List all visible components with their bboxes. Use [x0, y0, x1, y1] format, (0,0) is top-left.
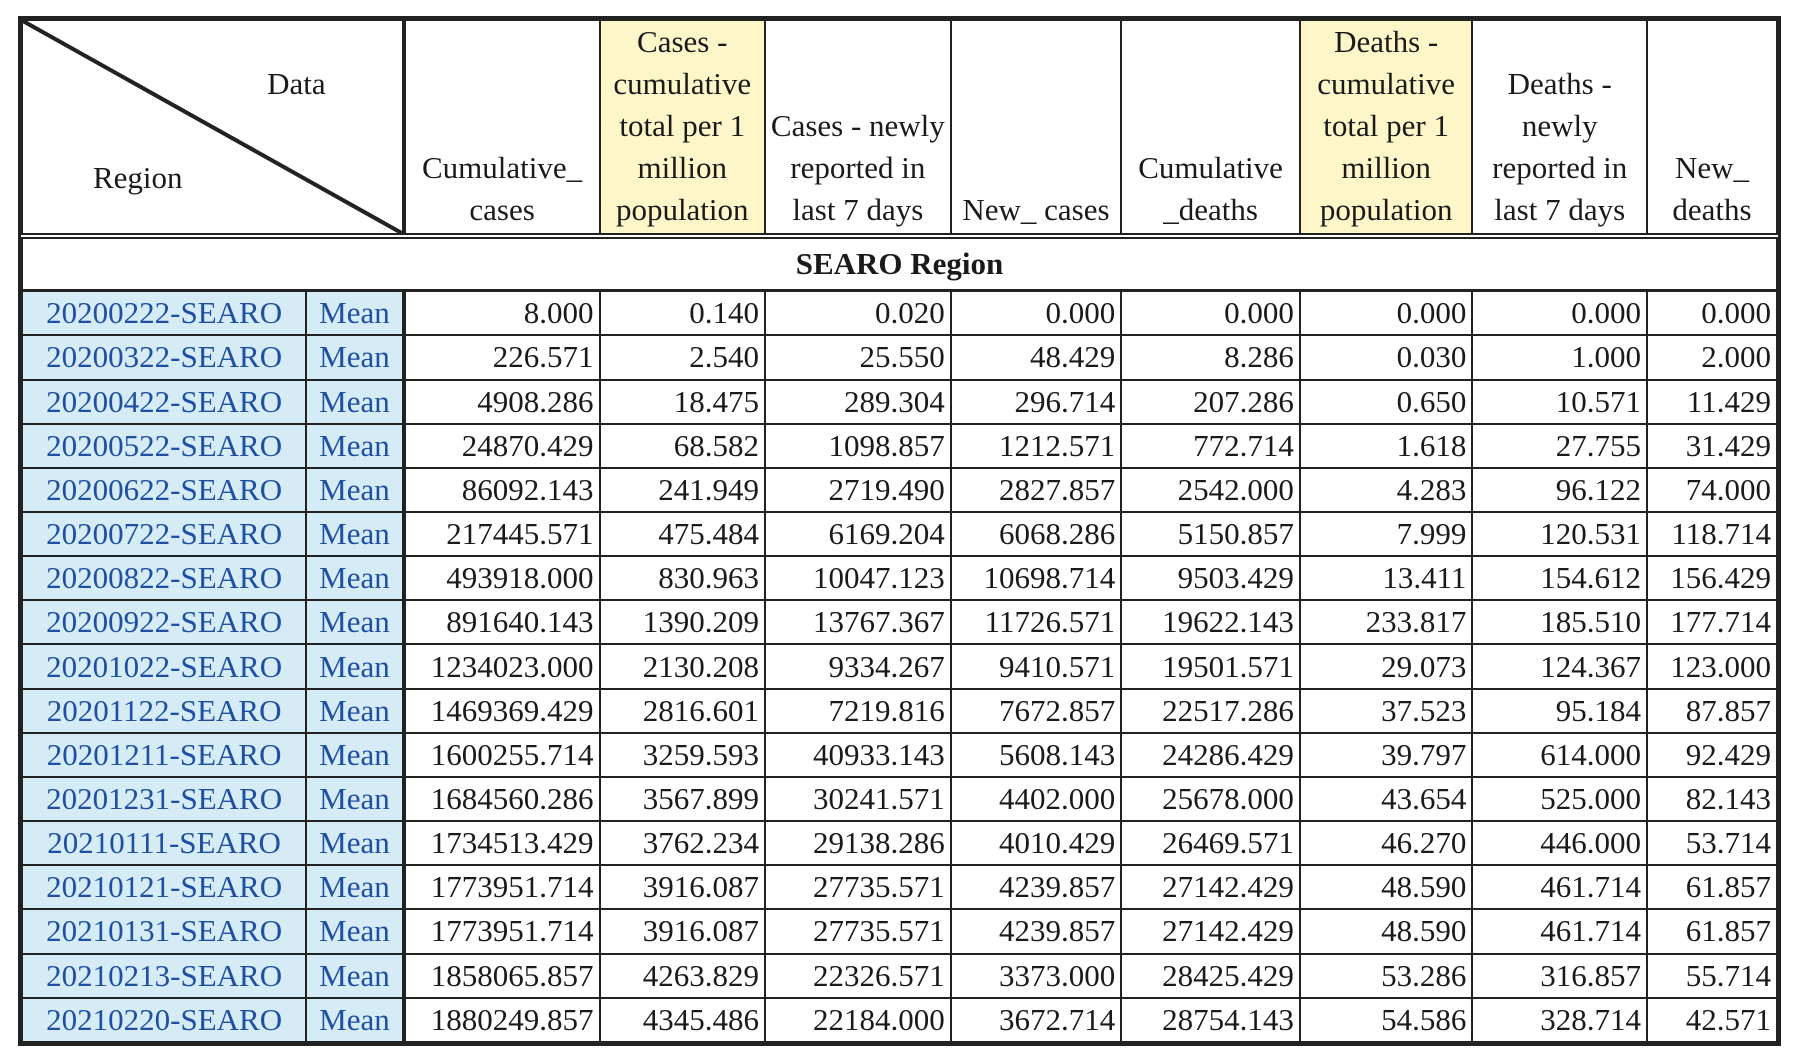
value-cell: 6068.286: [951, 512, 1122, 556]
value-cell: 40933.143: [765, 733, 951, 777]
value-cell: 61.857: [1647, 865, 1777, 909]
value-cell: 8.286: [1121, 335, 1300, 379]
value-cell: 87.857: [1647, 689, 1777, 733]
statistic-cell: Mean: [306, 600, 403, 644]
value-cell: 53.714: [1647, 821, 1777, 865]
column-header: Cumulative _deaths: [1121, 20, 1300, 236]
value-cell: 22517.286: [1121, 689, 1300, 733]
diagonal-divider: [23, 21, 402, 233]
value-cell: 0.030: [1300, 335, 1473, 379]
table-row: [22, 512, 1777, 556]
statistic-cell: Mean: [306, 689, 403, 733]
table-row: [22, 689, 1777, 733]
column-header: Cases - newly reported in last 7 days: [765, 20, 951, 236]
value-cell: 6169.204: [765, 512, 951, 556]
value-cell: 24870.429: [404, 424, 600, 468]
table-row: [22, 644, 1777, 688]
value-cell: 29.073: [1300, 644, 1473, 688]
value-cell: 48.590: [1300, 865, 1473, 909]
statistic-cell: Mean: [306, 468, 403, 512]
value-cell: 4.283: [1300, 468, 1473, 512]
table-row: [22, 335, 1777, 379]
statistic-cell: Mean: [306, 380, 403, 424]
value-cell: 156.429: [1647, 556, 1777, 600]
value-cell: 177.714: [1647, 600, 1777, 644]
corner-data-label: Data: [267, 66, 326, 101]
region-date-cell: 20210111-SEARO: [22, 821, 306, 865]
value-cell: 4263.829: [600, 954, 765, 998]
column-header: Deaths - newly reported in last 7 days: [1472, 20, 1647, 236]
value-cell: 10698.714: [951, 556, 1122, 600]
value-cell: 27142.429: [1121, 865, 1300, 909]
table-row: [22, 954, 1777, 998]
value-cell: 3672.714: [951, 998, 1122, 1042]
value-cell: 2.540: [600, 335, 765, 379]
region-date-cell: 20200722-SEARO: [22, 512, 306, 556]
table-row: [22, 380, 1777, 424]
column-header: New_ cases: [951, 20, 1122, 236]
value-cell: 74.000: [1647, 468, 1777, 512]
value-cell: 13767.367: [765, 600, 951, 644]
table-row: [22, 600, 1777, 644]
value-cell: 11726.571: [951, 600, 1122, 644]
statistic-cell: Mean: [306, 512, 403, 556]
value-cell: 24286.429: [1121, 733, 1300, 777]
value-cell: 1880249.857: [404, 998, 600, 1042]
value-cell: 1234023.000: [404, 644, 600, 688]
value-cell: 233.817: [1300, 600, 1473, 644]
statistic-cell: Mean: [306, 821, 403, 865]
value-cell: 3373.000: [951, 954, 1122, 998]
value-cell: 475.484: [600, 512, 765, 556]
value-cell: 1734513.429: [404, 821, 600, 865]
value-cell: 4239.857: [951, 909, 1122, 953]
value-cell: 0.000: [1121, 291, 1300, 336]
value-cell: 27142.429: [1121, 909, 1300, 953]
value-cell: 37.523: [1300, 689, 1473, 733]
value-cell: 118.714: [1647, 512, 1777, 556]
value-cell: 0.650: [1300, 380, 1473, 424]
value-cell: 18.475: [600, 380, 765, 424]
data-table-frame: [18, 16, 1781, 1046]
value-cell: 1773951.714: [404, 909, 600, 953]
value-cell: 1773951.714: [404, 865, 600, 909]
value-cell: 26469.571: [1121, 821, 1300, 865]
value-cell: 461.714: [1472, 865, 1647, 909]
statistic-cell: Mean: [306, 335, 403, 379]
searo-data-table: [21, 19, 1778, 1043]
value-cell: 3916.087: [600, 909, 765, 953]
region-date-cell: 20200422-SEARO: [22, 380, 306, 424]
value-cell: 10047.123: [765, 556, 951, 600]
value-cell: 9503.429: [1121, 556, 1300, 600]
value-cell: 525.000: [1472, 777, 1647, 821]
value-cell: 3259.593: [600, 733, 765, 777]
value-cell: 5608.143: [951, 733, 1122, 777]
statistic-cell: Mean: [306, 644, 403, 688]
value-cell: 19501.571: [1121, 644, 1300, 688]
value-cell: 3762.234: [600, 821, 765, 865]
value-cell: 11.429: [1647, 380, 1777, 424]
statistic-cell: Mean: [306, 291, 403, 336]
value-cell: 2542.000: [1121, 468, 1300, 512]
value-cell: 1684560.286: [404, 777, 600, 821]
value-cell: 29138.286: [765, 821, 951, 865]
value-cell: 9334.267: [765, 644, 951, 688]
value-cell: 772.714: [1121, 424, 1300, 468]
table-row: [22, 733, 1777, 777]
value-cell: 154.612: [1472, 556, 1647, 600]
value-cell: 4345.486: [600, 998, 765, 1042]
value-cell: 328.714: [1472, 998, 1647, 1042]
value-cell: 316.857: [1472, 954, 1647, 998]
region-date-cell: 20201231-SEARO: [22, 777, 306, 821]
column-header: Cumulative_ cases: [404, 20, 600, 236]
value-cell: 22326.571: [765, 954, 951, 998]
value-cell: 48.429: [951, 335, 1122, 379]
table-row: [22, 556, 1777, 600]
value-cell: 53.286: [1300, 954, 1473, 998]
value-cell: 27735.571: [765, 865, 951, 909]
region-date-cell: 20210121-SEARO: [22, 865, 306, 909]
value-cell: 0.000: [1472, 291, 1647, 336]
statistic-cell: Mean: [306, 954, 403, 998]
value-cell: 0.000: [1300, 291, 1473, 336]
section-row: [22, 236, 1777, 291]
value-cell: 4402.000: [951, 777, 1122, 821]
value-cell: 1.000: [1472, 335, 1647, 379]
section-title: SEARO Region: [22, 236, 1777, 291]
value-cell: 296.714: [951, 380, 1122, 424]
statistic-cell: Mean: [306, 909, 403, 953]
value-cell: 185.510: [1472, 600, 1647, 644]
table-row: [22, 865, 1777, 909]
value-cell: 9410.571: [951, 644, 1122, 688]
value-cell: 120.531: [1472, 512, 1647, 556]
column-header: Cases - cumulative total per 1 million population: [600, 20, 765, 236]
value-cell: 95.184: [1472, 689, 1647, 733]
region-date-cell: 20210213-SEARO: [22, 954, 306, 998]
value-cell: 4908.286: [404, 380, 600, 424]
region-date-cell: 20200822-SEARO: [22, 556, 306, 600]
value-cell: 28425.429: [1121, 954, 1300, 998]
table-row: [22, 909, 1777, 953]
table-row: [22, 424, 1777, 468]
value-cell: 8.000: [404, 291, 600, 336]
value-cell: 226.571: [404, 335, 600, 379]
value-cell: 891640.143: [404, 600, 600, 644]
value-cell: 28754.143: [1121, 998, 1300, 1042]
statistic-cell: Mean: [306, 424, 403, 468]
value-cell: 5150.857: [1121, 512, 1300, 556]
value-cell: 0.000: [1647, 291, 1777, 336]
table-row: [22, 998, 1777, 1042]
region-date-cell: 20200622-SEARO: [22, 468, 306, 512]
value-cell: 27.755: [1472, 424, 1647, 468]
value-cell: 48.590: [1300, 909, 1473, 953]
value-cell: 82.143: [1647, 777, 1777, 821]
value-cell: 1390.209: [600, 600, 765, 644]
table-row: [22, 821, 1777, 865]
value-cell: 61.857: [1647, 909, 1777, 953]
value-cell: 217445.571: [404, 512, 600, 556]
region-date-cell: 20201022-SEARO: [22, 644, 306, 688]
statistic-cell: Mean: [306, 556, 403, 600]
value-cell: 124.367: [1472, 644, 1647, 688]
value-cell: 7219.816: [765, 689, 951, 733]
value-cell: 25.550: [765, 335, 951, 379]
value-cell: 39.797: [1300, 733, 1473, 777]
value-cell: 96.122: [1472, 468, 1647, 512]
value-cell: 13.411: [1300, 556, 1473, 600]
value-cell: 27735.571: [765, 909, 951, 953]
corner-region-label: Region: [93, 160, 183, 195]
table-row: [22, 291, 1777, 336]
value-cell: 207.286: [1121, 380, 1300, 424]
value-cell: 54.586: [1300, 998, 1473, 1042]
value-cell: 3567.899: [600, 777, 765, 821]
value-cell: 2719.490: [765, 468, 951, 512]
statistic-cell: Mean: [306, 733, 403, 777]
value-cell: 86092.143: [404, 468, 600, 512]
value-cell: 22184.000: [765, 998, 951, 1042]
value-cell: 2816.601: [600, 689, 765, 733]
value-cell: 446.000: [1472, 821, 1647, 865]
value-cell: 0.140: [600, 291, 765, 336]
region-date-cell: 20210131-SEARO: [22, 909, 306, 953]
value-cell: 3916.087: [600, 865, 765, 909]
statistic-cell: Mean: [306, 865, 403, 909]
value-cell: 25678.000: [1121, 777, 1300, 821]
value-cell: 1600255.714: [404, 733, 600, 777]
value-cell: 30241.571: [765, 777, 951, 821]
corner-header: [22, 20, 404, 236]
value-cell: 19622.143: [1121, 600, 1300, 644]
value-cell: 123.000: [1647, 644, 1777, 688]
region-date-cell: 20200922-SEARO: [22, 600, 306, 644]
value-cell: 31.429: [1647, 424, 1777, 468]
value-cell: 92.429: [1647, 733, 1777, 777]
region-date-cell: 20200322-SEARO: [22, 335, 306, 379]
region-date-cell: 20200522-SEARO: [22, 424, 306, 468]
value-cell: 1098.857: [765, 424, 951, 468]
value-cell: 2827.857: [951, 468, 1122, 512]
region-date-cell: 20200222-SEARO: [22, 291, 306, 336]
value-cell: 1.618: [1300, 424, 1473, 468]
value-cell: 1469369.429: [404, 689, 600, 733]
value-cell: 241.949: [600, 468, 765, 512]
value-cell: 43.654: [1300, 777, 1473, 821]
region-date-cell: 20201122-SEARO: [22, 689, 306, 733]
column-header: New_ deaths: [1647, 20, 1777, 236]
value-cell: 68.582: [600, 424, 765, 468]
header-row: [22, 20, 1777, 236]
value-cell: 10.571: [1472, 380, 1647, 424]
value-cell: 289.304: [765, 380, 951, 424]
value-cell: 614.000: [1472, 733, 1647, 777]
value-cell: 4010.429: [951, 821, 1122, 865]
value-cell: 1858065.857: [404, 954, 600, 998]
statistic-cell: Mean: [306, 777, 403, 821]
column-header: Deaths - cumulative total per 1 million population: [1300, 20, 1473, 236]
value-cell: 46.270: [1300, 821, 1473, 865]
value-cell: 461.714: [1472, 909, 1647, 953]
value-cell: 0.000: [951, 291, 1122, 336]
table-row: [22, 468, 1777, 512]
value-cell: 7672.857: [951, 689, 1122, 733]
value-cell: 7.999: [1300, 512, 1473, 556]
value-cell: 493918.000: [404, 556, 600, 600]
table-row: [22, 777, 1777, 821]
value-cell: 1212.571: [951, 424, 1122, 468]
value-cell: 830.963: [600, 556, 765, 600]
value-cell: 2130.208: [600, 644, 765, 688]
value-cell: 2.000: [1647, 335, 1777, 379]
statistic-cell: Mean: [306, 998, 403, 1042]
region-date-cell: 20210220-SEARO: [22, 998, 306, 1042]
value-cell: 4239.857: [951, 865, 1122, 909]
value-cell: 42.571: [1647, 998, 1777, 1042]
region-date-cell: 20201211-SEARO: [22, 733, 306, 777]
value-cell: 55.714: [1647, 954, 1777, 998]
value-cell: 0.020: [765, 291, 951, 336]
